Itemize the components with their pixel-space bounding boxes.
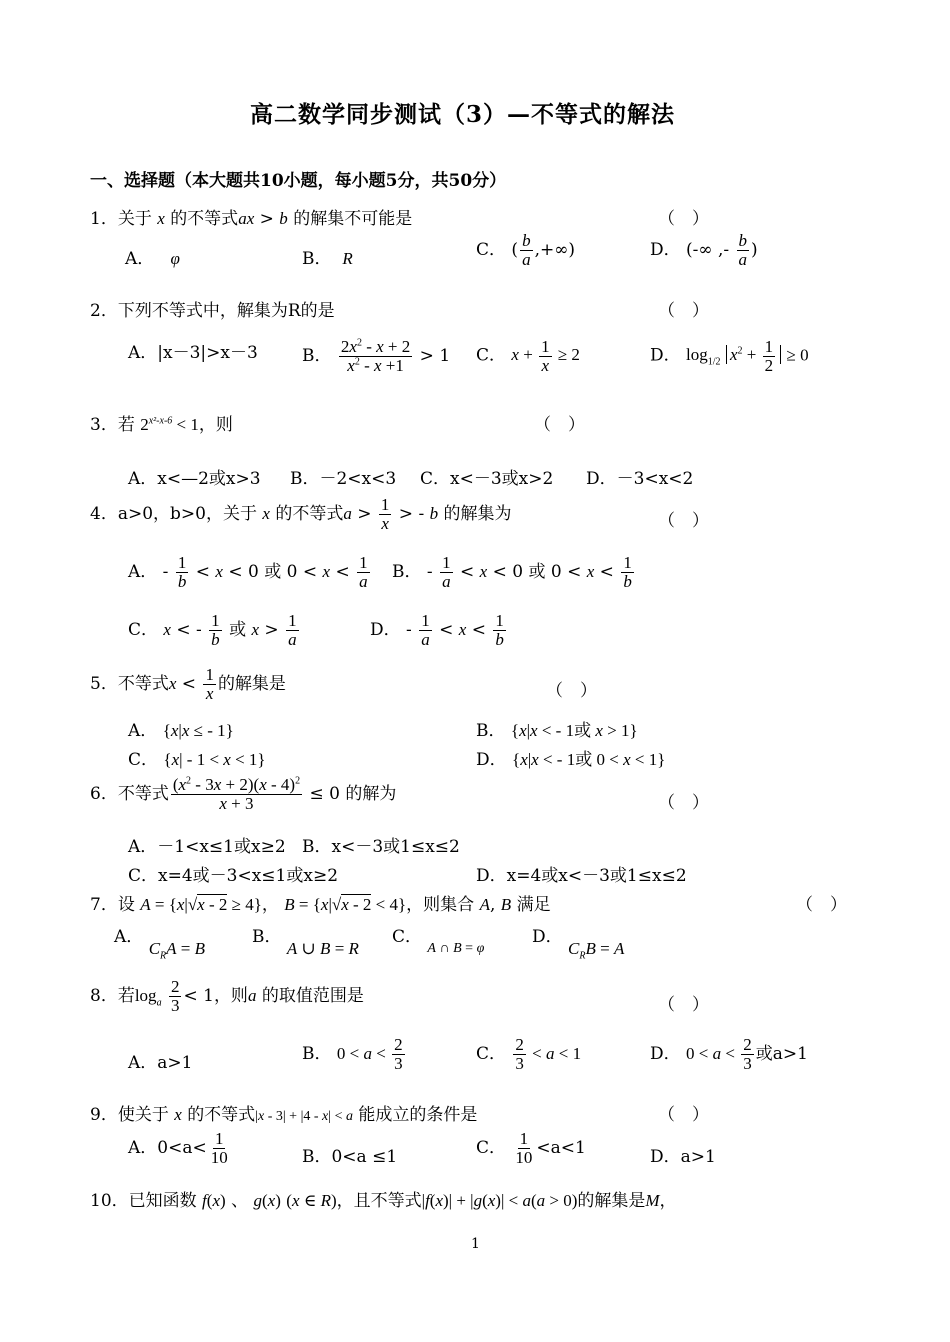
- option-8b: B． 0 < a < $\frac{2}{3}$: [302, 1035, 403, 1073]
- question-10-stem: 10．已知函数 f(x) 、 g(x) (x ∈ R)，且不等式|f(x)| + |g(x)| < a(a > 0)的解集是M，: [90, 1191, 677, 1211]
- option-5a: A． {x|x ≤ - 1}: [128, 721, 234, 741]
- option-7a: A． $C_RA = B$: [114, 927, 206, 962]
- option-9c: C． $\frac{1}{10}$ <a<1: [476, 1129, 586, 1167]
- option-3c: C．x<－3或x>2: [420, 469, 554, 489]
- option-7d: D． $C_RB = A$: [532, 927, 625, 962]
- option-4b: B． - $\frac{1}{a}$ < x < 0 或 0 < x < $\frac{1}{b}$: [392, 553, 632, 591]
- section-heading: 一、选择题（本大题共10小题，每小题5分，共50分）: [90, 171, 507, 191]
- option-9b: B．0<a ≤1: [302, 1147, 398, 1167]
- option-2c: C． x + $\frac{1}{x}$ ≥ 2: [476, 337, 580, 375]
- option-1c: C． ( $\frac{b}{a}$ ,+∞): [476, 231, 576, 269]
- option-3b: B．－2<x<3: [290, 469, 397, 489]
- option-5d: D． {x|x < - 1或 0 < x < 1}: [476, 750, 666, 770]
- option-6c: C．x=4或－3<x≤1或x≥2: [128, 866, 339, 886]
- option-4d: D． - $\frac{1}{a}$ < x < $\frac{1}{b}$: [370, 611, 504, 649]
- option-9d: D．a>1: [650, 1147, 716, 1167]
- page-title: 高二数学同步测试（3）—不等式的解法: [250, 101, 676, 128]
- option-4a: A． - $\frac{1}{b}$ < x < 0 或 0 < x < $\frac{1}{a}$: [128, 553, 368, 591]
- question-4-stem: 4．a>0，b>0，关于 x 的不等式a > $\frac{1}{x}$ > - b 的解集为: [90, 495, 512, 533]
- question-6-stem: 6．不等式 $\frac{(x^2 - 3x + 2)(x - 4)^2}{x + 3}$ ≤ 0 的解为: [90, 775, 397, 813]
- option-9a: A．0<a< $\frac{1}{10}$: [128, 1129, 228, 1167]
- question-9-stem: 9．使关于 x 的不等式|x - 3| + |4 - x| < a 能成立的条件是: [90, 1105, 478, 1125]
- option-8a: A．a>1: [128, 1053, 193, 1073]
- question-1-stem: 1．关于 x 的不等式ax > b 的解集不可能是: [90, 209, 413, 229]
- answer-paren-9: （ ）: [658, 1105, 709, 1125]
- answer-paren-4: （ ）: [658, 511, 709, 531]
- option-1a: A． φ: [125, 249, 180, 269]
- question-8-stem: 8．若$\log_a$ $\frac{2}{3}$ < 1，则a 的取值范围是: [90, 977, 364, 1015]
- question-3-stem: 3．若 $2^{x^2-x-6} < 1$，则: [90, 415, 233, 435]
- option-2d: D． $\log_{1/2} x^2$ + $\frac{1}{2}$ ≥ 0: [650, 337, 809, 375]
- option-1d: D． (-∞ ,- $\frac{b}{a}$ ): [650, 231, 758, 269]
- option-2a: A．|x－3|>x－3: [128, 343, 258, 363]
- option-8c: C． $\frac{2}{3}$ < a < 1: [476, 1035, 582, 1073]
- option-8d: D． 0 < a < $\frac{2}{3}$ 或a>1: [650, 1035, 808, 1073]
- answer-paren-3: （ ）: [534, 415, 585, 435]
- option-6d: D．x=4或x<－3或1≤x≤2: [476, 866, 687, 886]
- option-2b: B． $\frac{2x^2 - x + 2}{x^2 - x +1}$ > 1: [302, 337, 451, 375]
- option-5c: C． {x| - 1 < x < 1}: [128, 750, 266, 770]
- option-7c: C． $_{A \cap B = \varphi}$: [392, 927, 485, 956]
- answer-paren-6: （ ）: [658, 793, 709, 813]
- question-5-stem: 5．不等式x < $\frac{1}{x}$ 的解集是: [90, 665, 286, 703]
- answer-paren-7: （ ）: [796, 895, 847, 915]
- option-5b: B． {x|x < - 1或 x > 1}: [476, 721, 638, 741]
- option-6b: B．x<－3或1≤x≤2: [302, 837, 460, 857]
- option-3d: D．－3<x<2: [586, 469, 694, 489]
- question-2-stem: 2．下列不等式中，解集为R的是: [90, 301, 335, 321]
- option-1b: B． R: [302, 249, 353, 269]
- option-3a: A．x<—2或x>3: [128, 469, 261, 489]
- answer-paren-5: （ ）: [546, 681, 597, 701]
- question-7-stem: 7．设 A = {x|√x - 2 ≥ 4}， B = {x|√x - 2 < 4}，则集合 A, B 满足: [90, 895, 551, 915]
- answer-paren-1: （ ）: [658, 209, 709, 229]
- option-6a: A．－1<x≤1或x≥2: [128, 837, 286, 857]
- option-7b: B． A ∪ B = R: [252, 927, 359, 958]
- option-4c: C． x < - $\frac{1}{b}$ 或 x > $\frac{1}{a}$: [128, 611, 297, 649]
- page-number: 1: [471, 1236, 480, 1252]
- answer-paren-2: （ ）: [658, 301, 709, 321]
- answer-paren-8: （ ）: [658, 995, 709, 1015]
